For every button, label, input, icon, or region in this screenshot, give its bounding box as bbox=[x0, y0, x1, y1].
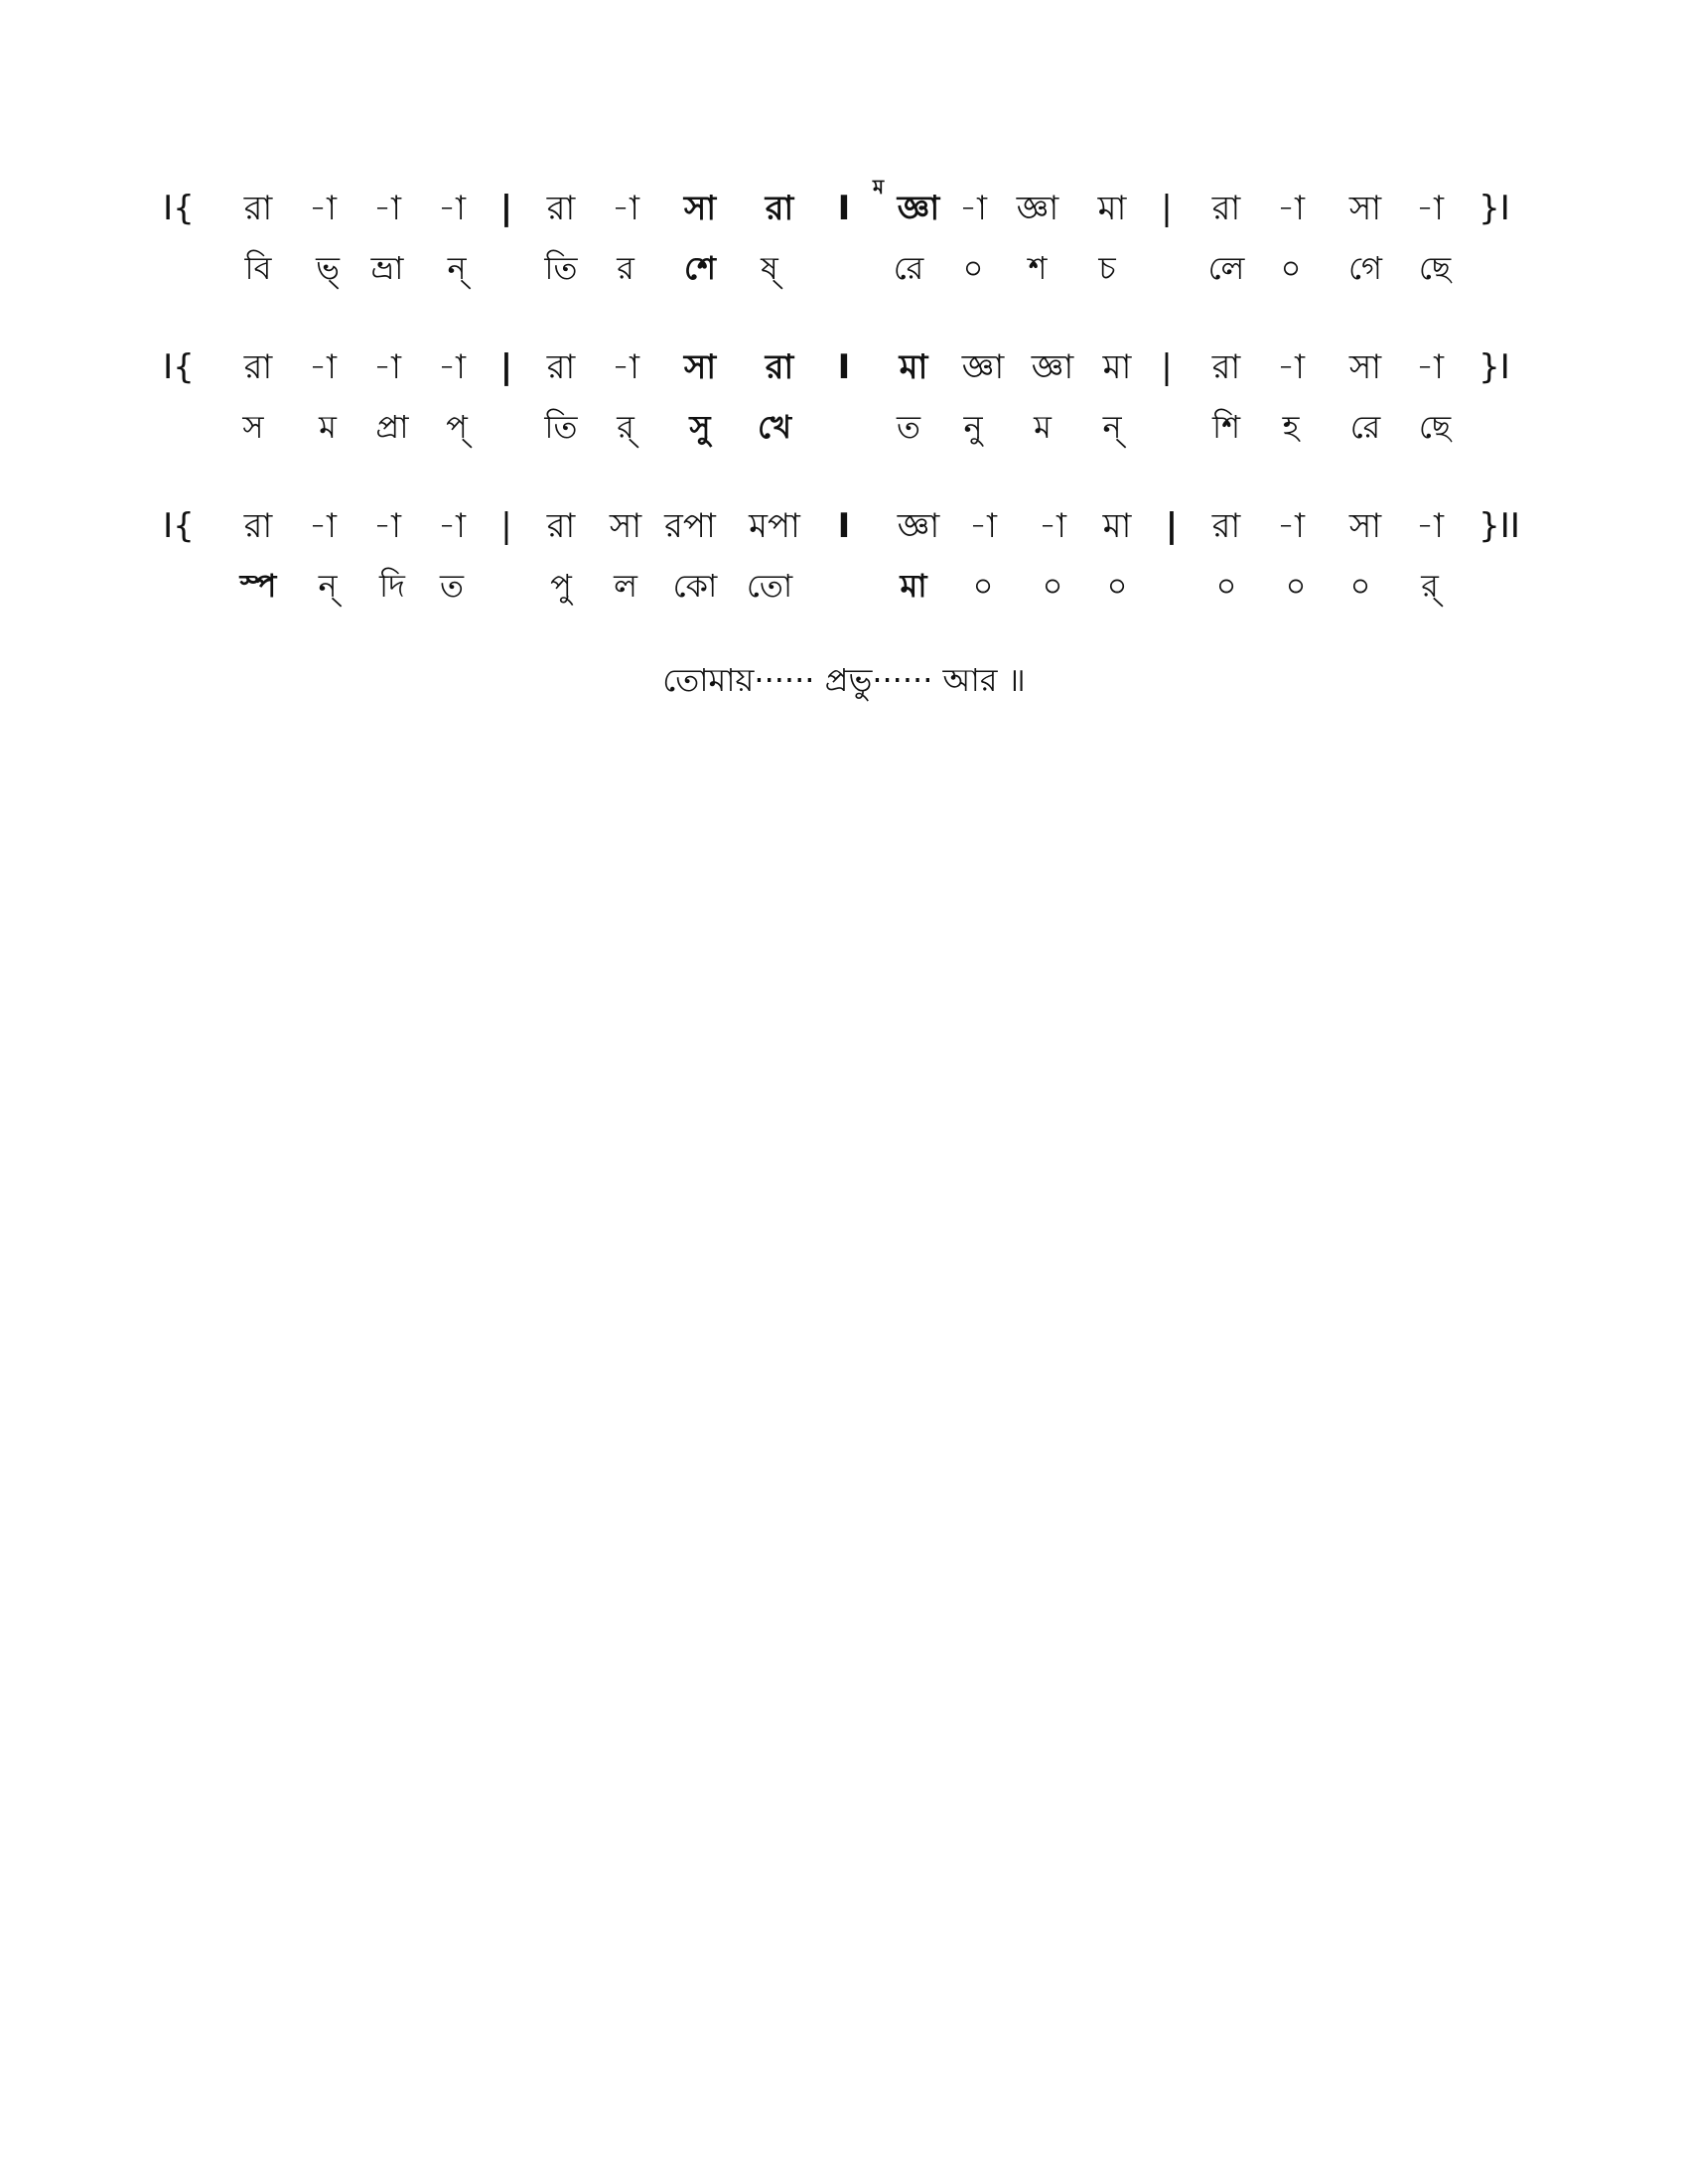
swara-note: }I bbox=[1478, 189, 1510, 228]
swara-note: I{ bbox=[163, 189, 195, 228]
swara-note: রপা bbox=[664, 506, 716, 546]
lyric-syllable: রে bbox=[893, 249, 924, 287]
lyric-syllable: ম bbox=[1034, 408, 1052, 446]
lyric-syllable: তি bbox=[544, 408, 578, 446]
swara-note: সা bbox=[1348, 506, 1382, 546]
swara-note: জ্ঞা bbox=[897, 506, 940, 546]
lyric-syllable: ০ bbox=[972, 567, 994, 605]
lyric-syllable: ০ bbox=[1349, 567, 1371, 605]
swara-note: রা bbox=[546, 347, 576, 387]
lyric-syllable: ০ bbox=[1215, 567, 1237, 605]
lyric-syllable: ন্ bbox=[318, 567, 338, 605]
swara-note: -া bbox=[373, 506, 401, 546]
lyric-syllable: ০ bbox=[1280, 249, 1302, 287]
lyric-syllable: তি bbox=[544, 249, 578, 287]
lyric-syllable: তো bbox=[746, 567, 793, 605]
lyric-syllable: শি bbox=[1211, 408, 1241, 446]
swara-row bbox=[159, 338, 1549, 397]
swara-note: I bbox=[837, 189, 851, 228]
lyric-syllable: বি bbox=[244, 249, 272, 287]
swara-note: জ্ঞা bbox=[1016, 189, 1059, 228]
lyric-syllable: নু bbox=[963, 408, 983, 446]
lyric-syllable: ০ bbox=[1285, 567, 1307, 605]
swara-note: -া bbox=[612, 189, 639, 228]
lyric-syllable: স্প bbox=[239, 567, 277, 605]
swara-note: | bbox=[499, 189, 513, 228]
swara-note: জ্ঞা bbox=[961, 347, 1005, 387]
swara-note: I{ bbox=[163, 506, 195, 546]
swara-note: | bbox=[1161, 189, 1173, 228]
swara-note: -া bbox=[959, 189, 987, 228]
lyric-syllable: র্ bbox=[617, 408, 634, 446]
swara-note: জ্ঞা bbox=[897, 189, 940, 228]
swara-note: জ্ঞা bbox=[1031, 347, 1074, 387]
lyric-syllable: ০ bbox=[1106, 567, 1128, 605]
swara-note: রা bbox=[243, 347, 273, 387]
swara-note: মপা bbox=[749, 506, 800, 546]
swara-note: রা bbox=[546, 506, 576, 546]
swara-note: -া bbox=[373, 189, 401, 228]
swara-note: -া bbox=[1416, 347, 1444, 387]
swara-note: -া bbox=[373, 347, 401, 387]
swara-note: সা bbox=[1348, 189, 1382, 228]
lyric-syllable: লে bbox=[1207, 249, 1245, 287]
lyric-syllable: ত bbox=[896, 408, 920, 446]
lyric-syllable: খে bbox=[758, 408, 791, 446]
refrain-line: তোমায়······ প্রভু······ আর ॥ bbox=[662, 661, 1026, 699]
swara-note: -া bbox=[438, 347, 466, 387]
swara-note: মা bbox=[1097, 189, 1127, 228]
swara-note: }I bbox=[1478, 347, 1510, 387]
lyric-syllable: ছে bbox=[1418, 249, 1452, 287]
swara-note: -া bbox=[1039, 506, 1066, 546]
swara-note: I bbox=[837, 347, 851, 387]
lyric-syllable: প্রা bbox=[375, 408, 409, 446]
swara-note: রা bbox=[546, 189, 576, 228]
lyric-syllable: ০ bbox=[1042, 567, 1063, 605]
stanza-1 bbox=[159, 175, 1549, 298]
swara-note: -া bbox=[309, 347, 337, 387]
lyric-syllable: রে bbox=[1349, 408, 1381, 446]
lyric-row bbox=[159, 238, 1549, 298]
lyric-syllable: র bbox=[617, 249, 634, 287]
lyric-syllable: ছে bbox=[1418, 408, 1452, 446]
lyric-syllable: স bbox=[242, 408, 264, 446]
swara-note: | bbox=[1161, 347, 1173, 387]
swara-note: রা bbox=[243, 506, 273, 546]
lyric-syllable: ০ bbox=[962, 249, 984, 287]
swara-row bbox=[159, 175, 1549, 238]
lyric-syllable: র্ bbox=[1421, 567, 1439, 605]
swara-note: -া bbox=[969, 506, 997, 546]
lyric-syllable: ষ্ bbox=[761, 249, 778, 287]
lyric-syllable: চ bbox=[1098, 249, 1116, 287]
swara-note: | bbox=[499, 347, 513, 387]
lyric-syllable: ন্ bbox=[447, 249, 467, 287]
swara-note: সা bbox=[1348, 347, 1382, 387]
swara-note: রা bbox=[765, 347, 794, 387]
lyric-syllable: গে bbox=[1348, 249, 1382, 287]
swara-note: রা bbox=[1211, 347, 1241, 387]
lyric-syllable: হ bbox=[1282, 408, 1300, 446]
swara-note: -া bbox=[1416, 506, 1444, 546]
swara-note: মা bbox=[1102, 347, 1132, 387]
swara-note: সা bbox=[609, 506, 642, 546]
swara-note: I bbox=[837, 506, 851, 546]
swara-note: -া bbox=[1416, 189, 1444, 228]
lyric-syllable: পু bbox=[550, 567, 572, 605]
swara-note: -া bbox=[309, 189, 337, 228]
swara-note: }II bbox=[1478, 506, 1520, 546]
lyric-syllable: সু bbox=[689, 408, 711, 446]
lyric-syllable: দি bbox=[379, 567, 405, 605]
swara-note: মা bbox=[899, 347, 928, 387]
swara-note: সা bbox=[683, 347, 717, 387]
lyric-syllable: মা bbox=[900, 567, 927, 605]
swara-note: রা bbox=[1211, 189, 1241, 228]
lyric-row bbox=[159, 556, 1549, 615]
swara-note: -া bbox=[1277, 189, 1305, 228]
lyric-syllable: ভ্ bbox=[316, 249, 340, 287]
swara-note: রা bbox=[1211, 506, 1241, 546]
swara-note: মা bbox=[1102, 506, 1132, 546]
lyric-syllable: শে bbox=[684, 249, 716, 287]
swara-note: রা bbox=[765, 189, 794, 228]
grace-note: ম bbox=[873, 175, 885, 199]
lyric-syllable: ল bbox=[614, 567, 637, 605]
lyric-syllable: শ bbox=[1028, 249, 1048, 287]
swara-note: I{ bbox=[163, 347, 195, 387]
swara-note: -া bbox=[438, 506, 466, 546]
lyric-syllable: ন্ bbox=[1102, 408, 1122, 446]
lyric-syllable: কো bbox=[672, 567, 718, 605]
stanza-3 bbox=[159, 496, 1549, 615]
swara-row bbox=[159, 496, 1549, 556]
lyric-syllable: ভ্রা bbox=[370, 249, 404, 287]
swara-note: সা bbox=[683, 189, 717, 228]
swara-note: | bbox=[500, 506, 512, 546]
lyric-syllable: প্ bbox=[446, 408, 468, 446]
swara-note: -া bbox=[1277, 347, 1305, 387]
swara-note: | bbox=[1165, 506, 1179, 546]
lyric-syllable: ত bbox=[439, 567, 464, 605]
swara-note: -া bbox=[309, 506, 337, 546]
lyric-row bbox=[159, 397, 1549, 457]
swara-note: রা bbox=[243, 189, 273, 228]
lyric-syllable: ম bbox=[319, 408, 337, 446]
swara-note: -া bbox=[612, 347, 639, 387]
swara-note: -া bbox=[438, 189, 466, 228]
swara-note: -া bbox=[1277, 506, 1305, 546]
stanza-2 bbox=[159, 338, 1549, 457]
